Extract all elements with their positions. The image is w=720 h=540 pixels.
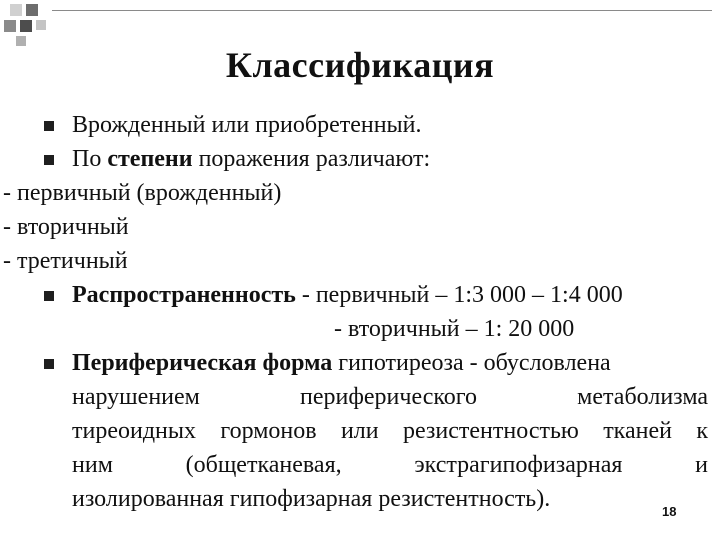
item-text-line: изолированная гипофизарная резистентность). bbox=[72, 486, 551, 512]
item-text-line: нарушением периферического метаболизма bbox=[72, 384, 708, 410]
slide-title: Классификация bbox=[225, 45, 495, 85]
item-text: По bbox=[72, 146, 108, 172]
item-text: Врожденный или приобретенный. bbox=[72, 112, 422, 138]
list-item bbox=[40, 142, 708, 176]
list-item bbox=[40, 346, 708, 380]
item-text: - вторичный – 1: 20 000 bbox=[334, 316, 575, 342]
item-text: поражения различают: bbox=[192, 146, 431, 172]
sub-item-text: - третичный bbox=[3, 248, 128, 274]
decor-square bbox=[4, 20, 16, 32]
decor-square bbox=[20, 20, 32, 32]
square-bullet-icon bbox=[44, 359, 54, 369]
item-text: - первичный – 1:3 000 – 1:4 000 bbox=[295, 282, 623, 308]
sub-item-text: - вторичный bbox=[3, 214, 129, 240]
square-bullet-icon bbox=[44, 121, 54, 131]
decor-square bbox=[36, 20, 46, 30]
item-bold-text: Распространенность bbox=[72, 282, 296, 308]
sub-item-text: - первичный (врожденный) bbox=[3, 180, 282, 206]
sub-item bbox=[3, 244, 708, 278]
list-item bbox=[40, 108, 708, 142]
square-bullet-icon bbox=[44, 155, 54, 165]
list-item bbox=[40, 278, 708, 312]
item-text: гипотиреоза - обусловлена bbox=[332, 350, 611, 376]
item-bold-text: степени bbox=[107, 146, 193, 172]
item-bold-text: Периферическая форма bbox=[72, 350, 333, 376]
sub-item bbox=[3, 176, 708, 210]
slide-body bbox=[3, 108, 708, 516]
list-item-continuation bbox=[40, 312, 708, 346]
page-number: 18 bbox=[662, 504, 677, 519]
square-bullet-icon bbox=[44, 291, 54, 301]
top-rule bbox=[52, 10, 712, 11]
sub-item bbox=[3, 210, 708, 244]
decor-square bbox=[26, 4, 38, 16]
decor-square bbox=[10, 4, 22, 16]
item-text-line: ним (общетканевая, экстрагипофизарная и bbox=[72, 452, 708, 478]
item-text-line: тиреоидных гормонов или резистентностью тканей к bbox=[72, 418, 708, 444]
